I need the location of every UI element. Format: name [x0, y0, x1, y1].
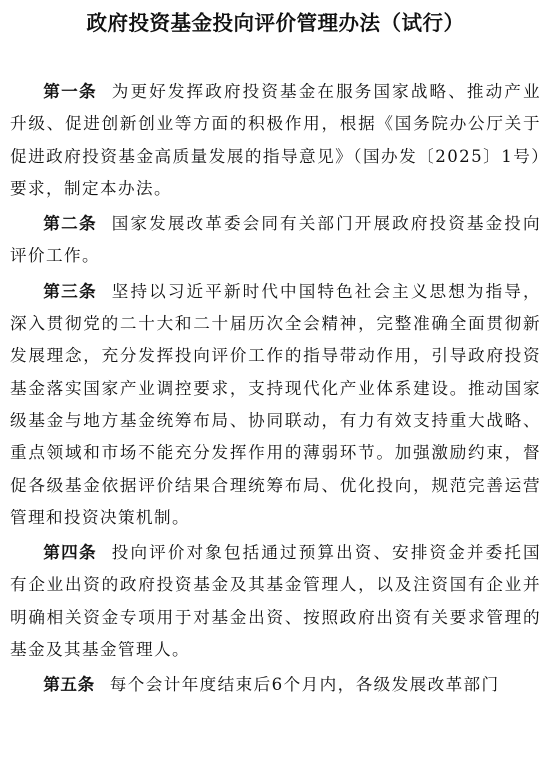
article-3 [10, 276, 541, 534]
article-label: 第一条 [43, 82, 97, 101]
article-text: 坚持以习近平新时代中国特色社会主义思想为指导，深入贯彻党的二十大和二十届历次全会精神，完整准确全面贯彻新发展理念，充分发挥投向评价工作的指导带动作用，引导政府投资基金落实国家产业调控要求，支持现代化产业体系建设。推动国家级基金与地方基金统筹布局、协同联动，有力有效支持重大战略、重点领域和市场不能充分发挥作用的薄弱环节。加强激励约束，督促各级基金依据评价结果合理统筹布局、优化投向，规范完善运营管理和投资决策机制。 [10, 281, 541, 527]
article-label: 第三条 [43, 281, 97, 301]
article-2 [10, 208, 541, 273]
article-label: 第四条 [43, 543, 97, 563]
article-text: 每个会计年度结束后6个月内，各级发展改革部门 [109, 675, 500, 695]
article-5 [10, 669, 541, 701]
article-label: 第二条 [43, 214, 97, 234]
article-4 [10, 537, 541, 666]
article-text: 国家发展改革委会同有关部门开展政府投资基金投向评价工作。 [10, 214, 541, 266]
article-1 [10, 76, 541, 205]
article-text: 投向评价对象包括通过预算出资、安排资金并委托国有企业出资的政府投资基金及其基金管理人，以及注资国有企业并明确相关资金专项用于对基金出资、按照政府出资有关要求管理的基金及其基金管理人。 [10, 543, 541, 660]
article-text: 为更好发挥政府投资基金在服务国家战略、推动产业升级、促进创新创业等方面的积极作用，根据《国务院办公厅关于促进政府投资基金高质量发展的指导意见》（国办发〔2025〕1号）要求，制定本办法。 [10, 82, 541, 198]
document-title: 政府投资基金投向评价管理办法（试行） [86, 11, 465, 35]
article-label: 第五条 [43, 675, 95, 695]
article-list [10, 76, 541, 702]
